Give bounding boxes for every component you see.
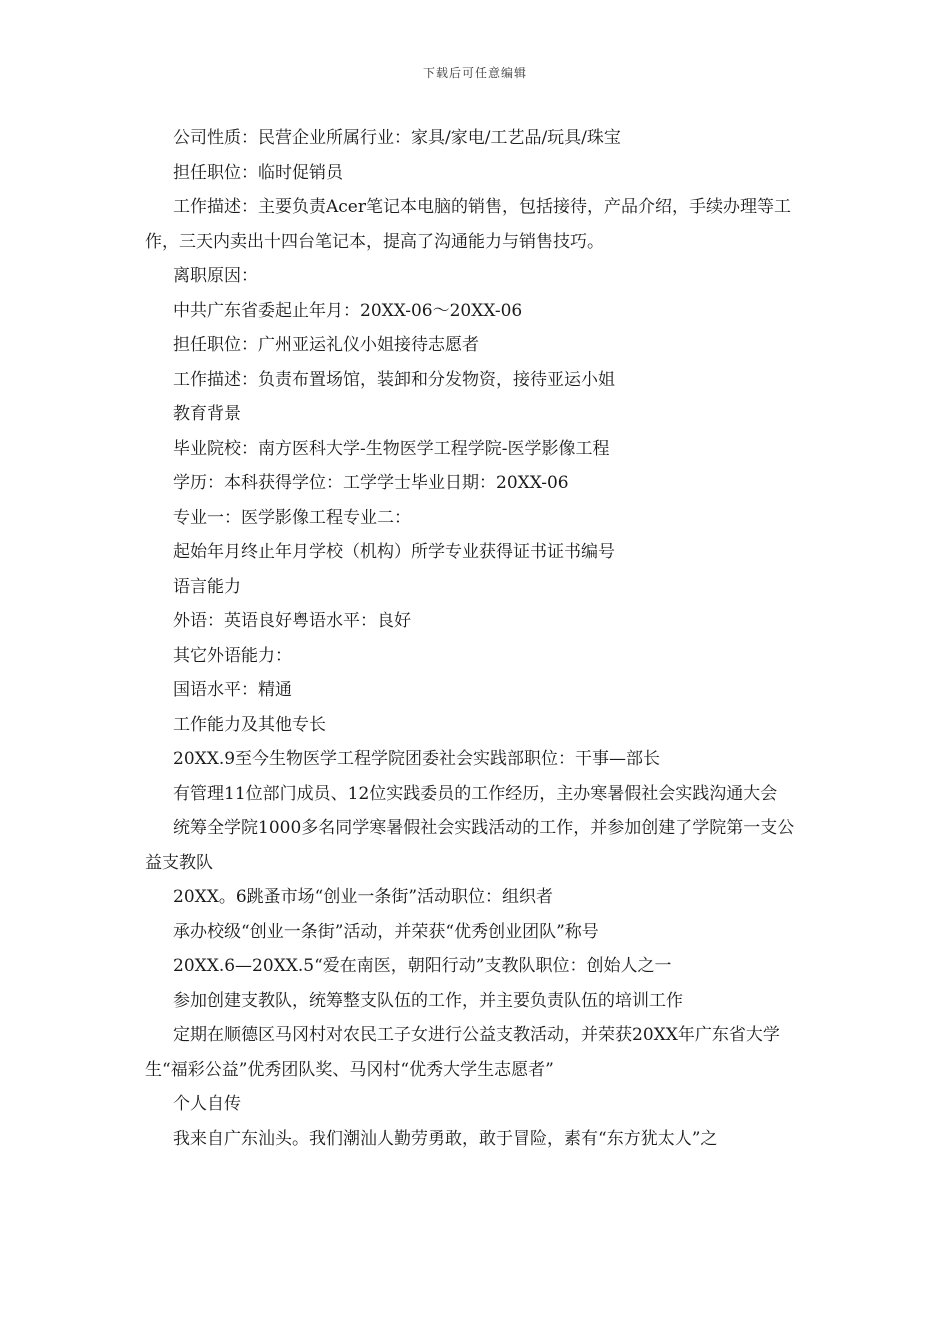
paragraph-leave-reason: 离职原因：: [173, 266, 258, 286]
paragraph-other-language: 其它外语能力：: [173, 645, 292, 666]
paragraph-experience-3-detail-a: 参加创建支教队，统筹整支队伍的工作，并主要负责队伍的培训工作: [173, 990, 683, 1011]
paragraph-mandarin: 国语水平：精通: [173, 680, 292, 700]
document-body: [145, 121, 809, 1156]
paragraph-experience-1-detail-b: 统筹全学院1000多名同学寒暑假社会实践活动的工作，并参加创建了学院第一支公益支教队: [145, 818, 795, 873]
paragraph-experience-2: 20XX。6跳蚤市场“创业一条街”活动职位：组织者: [173, 887, 554, 907]
paragraph-foreign-language: 外语：英语良好粤语水平：良好: [173, 611, 411, 631]
paragraph-employer-dates: 中共广东省委起止年月：20XX-06～20XX-06: [173, 300, 523, 321]
paragraph-certificate-header: 起始年月终止年月学校（机构）所学专业获得证书证书编号: [173, 542, 615, 562]
paragraph-position-1: 担任职位：临时促销员: [173, 162, 343, 183]
paragraph-company-nature: 公司性质：民营企业所属行业：家具/家电/工艺品/玩具/珠宝: [173, 128, 621, 148]
paragraph-job-description-1: 工作描述：主要负责Acer笔记本电脑的销售，包括接待，产品介绍，手续办理等工作，三天内卖出十四台笔记本，提高了沟通能力与销售技巧。: [145, 197, 791, 252]
paragraph-experience-3: 20XX.6—20XX.5“爱在南医，朝阳行动”支教队职位：创始人之一: [173, 956, 672, 976]
paragraph-experience-2-detail: 承办校级“创业一条街”活动，并荣获“优秀创业团队”称号: [173, 921, 599, 942]
page-header: 下载后可任意编辑: [422, 66, 527, 80]
paragraph-job-description-2: 工作描述：负责布置场馆，装卸和分发物资，接待亚运小姐: [173, 369, 615, 390]
paragraph-degree: 学历：本科获得学位：工学学士毕业日期：20XX-06: [173, 473, 569, 493]
paragraph-experience-3-detail-b: 定期在顺德区马冈村对农民工子女进行公益支教活动，并荣获20XX年广东省大学生“福彩公益”优秀团队奖、马冈村“优秀大学生志愿者”: [145, 1025, 780, 1080]
paragraph-position-2: 担任职位：广州亚运礼仪小姐接待志愿者: [173, 335, 479, 355]
paragraph-experience-1: 20XX.9至今生物医学工程学院团委社会实践部职位：干事—部长: [173, 749, 661, 769]
paragraph-autobiography: 我来自广东汕头。我们潮汕人勤劳勇敢，敢于冒险，素有“东方犹太人”之: [173, 1128, 718, 1149]
section-heading-autobiography: 个人自传: [173, 1094, 241, 1114]
paragraph-majors: 专业一：医学影像工程专业二：: [173, 507, 411, 528]
section-heading-language: 语言能力: [173, 576, 241, 597]
section-heading-education: 教育背景: [173, 404, 241, 424]
paragraph-school: 毕业院校：南方医科大学-生物医学工程学院-医学影像工程: [173, 438, 610, 459]
paragraph-experience-1-detail-a: 有管理11位部门成员、12位实践委员的工作经历，主办寒暑假社会实践沟通大会: [173, 783, 778, 804]
section-heading-skills: 工作能力及其他专长: [173, 714, 326, 735]
